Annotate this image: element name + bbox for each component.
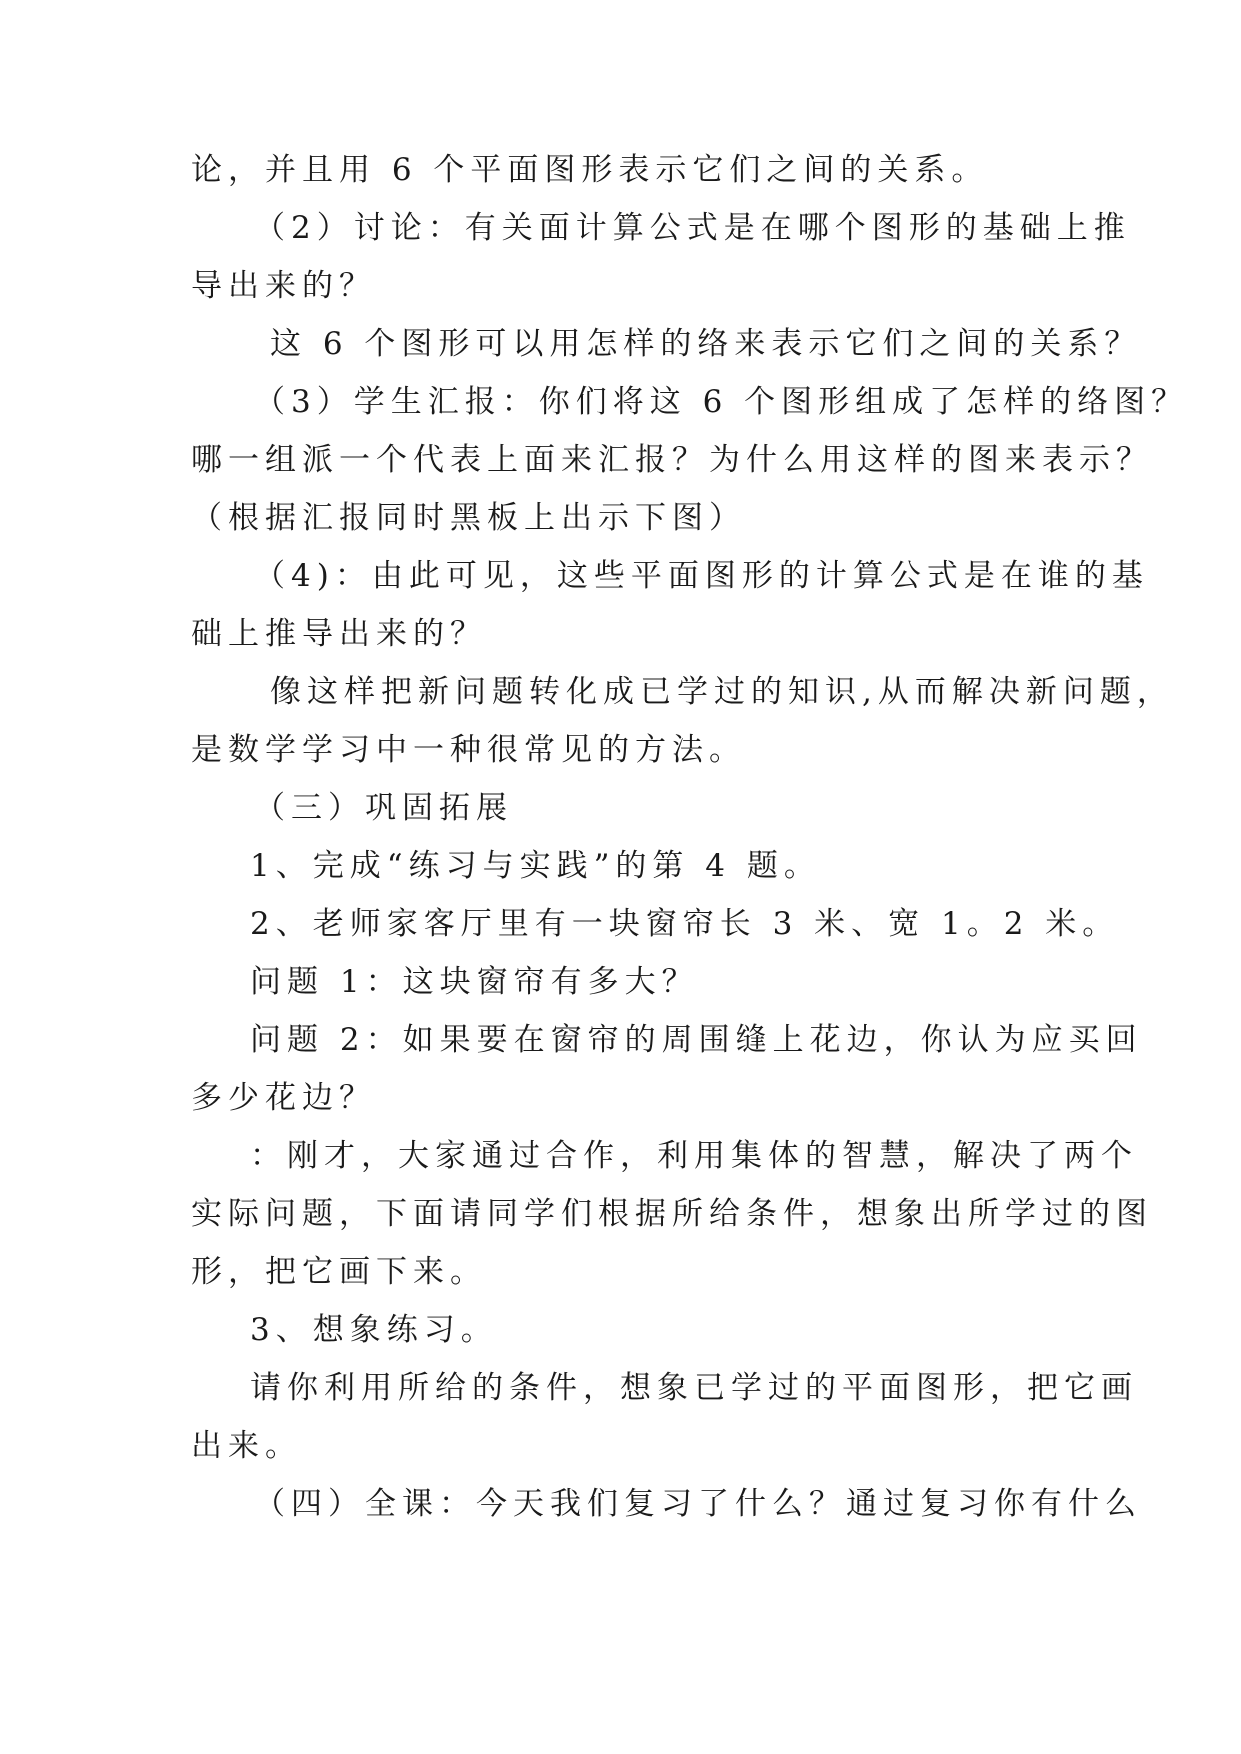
text-line: 这 6 个图形可以用怎样的络来表示它们之间的关系？: [270, 326, 1142, 362]
text-line: 哪一组派一个代表上面来汇报？为什么用这样的图来表示？: [191, 442, 1153, 478]
text-line: 问题 2：如果要在窗帘的周围缝上花边，你认为应买回: [250, 1022, 1143, 1058]
text-line: 出来。: [191, 1428, 302, 1464]
text-line: （2）讨论：有关面计算公式是在哪个图形的基础上推: [254, 210, 1131, 246]
text-line: 2、老师家客厅里有一块窗帘长 3 米、宽 1。2 米。: [250, 906, 1120, 942]
text-line: 础上推导出来的？: [191, 616, 487, 652]
text-line: （四）全课：今天我们复习了什么？通过复习你有什么: [254, 1486, 1142, 1522]
text-line: 是数学学习中一种很常见的方法。: [191, 732, 746, 768]
text-line: 请你利用所给的条件，想象已学过的平面图形，把它画: [250, 1370, 1138, 1406]
text-line: （4)：由此可见，这些平面图形的计算公式是在谁的基: [254, 558, 1149, 594]
text-line: 论，并且用 6 个平面图形表示它们之间的关系。: [191, 152, 989, 188]
text-line: ：刚才，大家通过合作，利用集体的智慧，解决了两个: [250, 1138, 1138, 1174]
text-line: （3）学生汇报：你们将这 6 个图形组成了怎样的络图？: [254, 384, 1189, 420]
text-line: 形，把它画下来。: [191, 1254, 487, 1290]
text-line: 3、想象练习。: [250, 1312, 498, 1348]
text-line: （根据汇报同时黑板上出示下图）: [191, 500, 746, 536]
text-line: 多少花边？: [191, 1080, 376, 1116]
text-line: 1、完成“练习与实践”的第 4 题。: [250, 848, 821, 884]
text-line: 问题 1：这块窗帘有多大？: [250, 964, 699, 1000]
text-line: 导出来的？: [191, 268, 376, 304]
text-line: 像这样把新问题转化成已学过的知识,从而解决新问题，: [270, 674, 1174, 710]
text-line: 实际问题，下面请同学们根据所给条件，想象出所学过的图: [191, 1196, 1153, 1232]
section-heading: （三）巩固拓展: [254, 790, 513, 826]
